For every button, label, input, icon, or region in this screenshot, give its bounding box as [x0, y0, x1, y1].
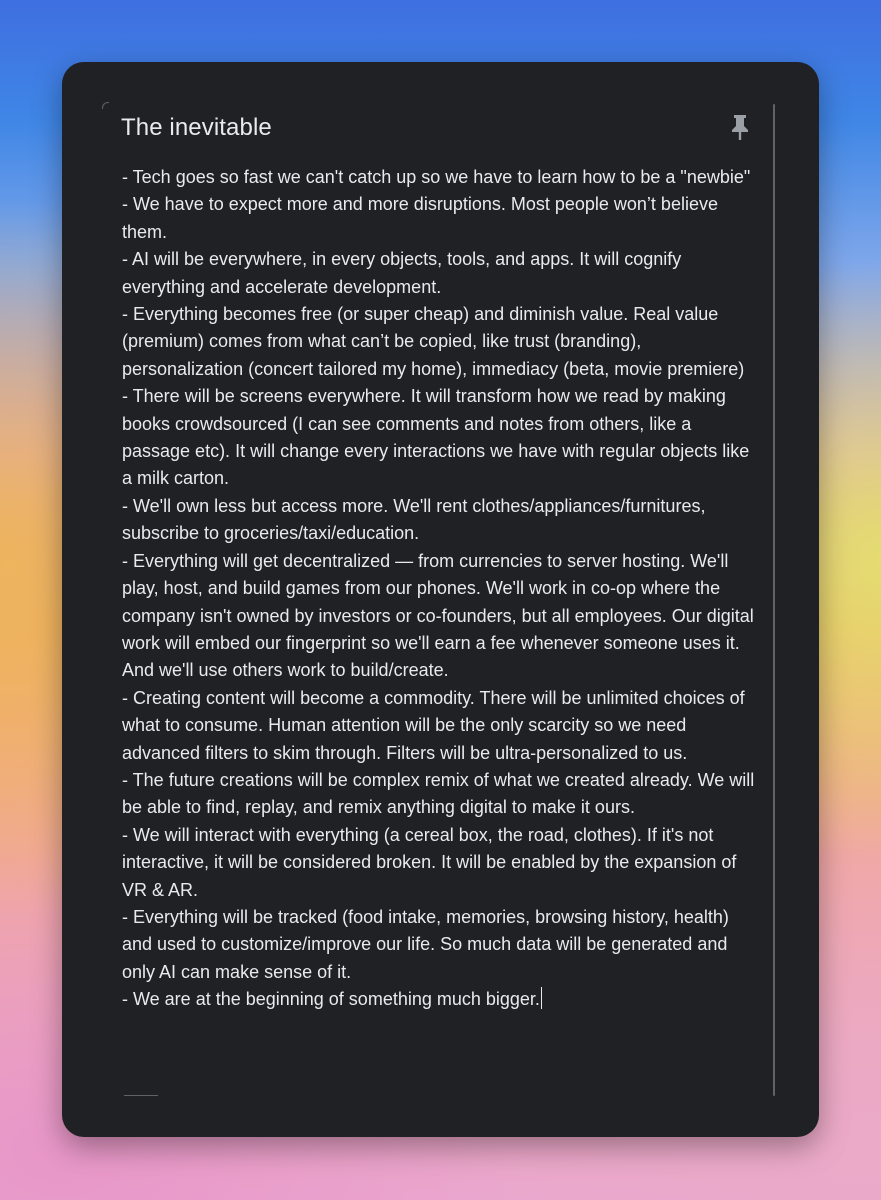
note-card[interactable] — [62, 62, 819, 1137]
note-line: - Everything will get decentralized — from currencies to server hosting. We'll play, host, and build games from our phones. We'll work in co-op where the company isn't owned by investors or co-founders, but all employees. Our digital work will embed our fingerprint so we'll earn a fee whenever someone uses it. And we'll use others work to build/create. — [122, 550, 759, 681]
note-body-editor[interactable] — [122, 164, 762, 1014]
note-line: - AI will be everywhere, in every objects, tools, and apps. It will cognify everything and accelerate development. — [122, 249, 687, 297]
note-line: - Everything becomes free (or super cheap) and diminish value. Real value (premium) comes from what can’t be copied, like trust (branding), personalization (concert tailored my home), immediacy (beta, movie premiere) — [122, 304, 745, 379]
note-line: - Tech goes so fast we can't catch up so we have to learn how to be a "newbie" — [122, 167, 751, 187]
note-line: - We have to expect more and more disruptions. Most people won’t believe them. — [122, 194, 723, 242]
note-line: - We are at the beginning of something much bigger. — [122, 986, 762, 1013]
note-line: - We'll own less but access more. We'll rent clothes/appliances/furnitures, subscribe to groceries/taxi/education. — [122, 495, 711, 544]
card-corner-mark — [102, 102, 109, 109]
note-line: - Creating content will become a commodity. There will be unlimited choices of what to consume. Human attention will be the only scarcity so we need advanced filters to skim through. Filters will be ultra-personalized to us. — [122, 687, 750, 763]
note-title[interactable]: The inevitable — [121, 114, 272, 141]
note-line: - There will be screens everywhere. It will transform how we read by making books crowdsourced (I can see comments and notes from others, like a passage etc). It will change every interactions we have with regular objects like a milk carton. — [122, 386, 755, 489]
note-line: - The future creations will be complex remix of what we created already. We will be able to find, replay, and remix anything digital to make it ours. — [122, 769, 760, 818]
footer-divider — [124, 1095, 158, 1096]
note-line: - We will interact with everything (a cereal box, the road, clothes). If it's not interactive, it will be considered broken. It will be enabled by the expansion of VR & AR. — [122, 824, 742, 900]
text-cursor — [541, 987, 543, 1009]
pin-button[interactable] — [726, 112, 754, 144]
scrollbar[interactable] — [773, 104, 775, 1096]
note-line: - Everything will be tracked (food intake, memories, browsing history, health) and used to customize/improve our life. So much data will be generated and only AI can make sense of it. — [122, 906, 734, 982]
pin-icon — [726, 112, 754, 144]
